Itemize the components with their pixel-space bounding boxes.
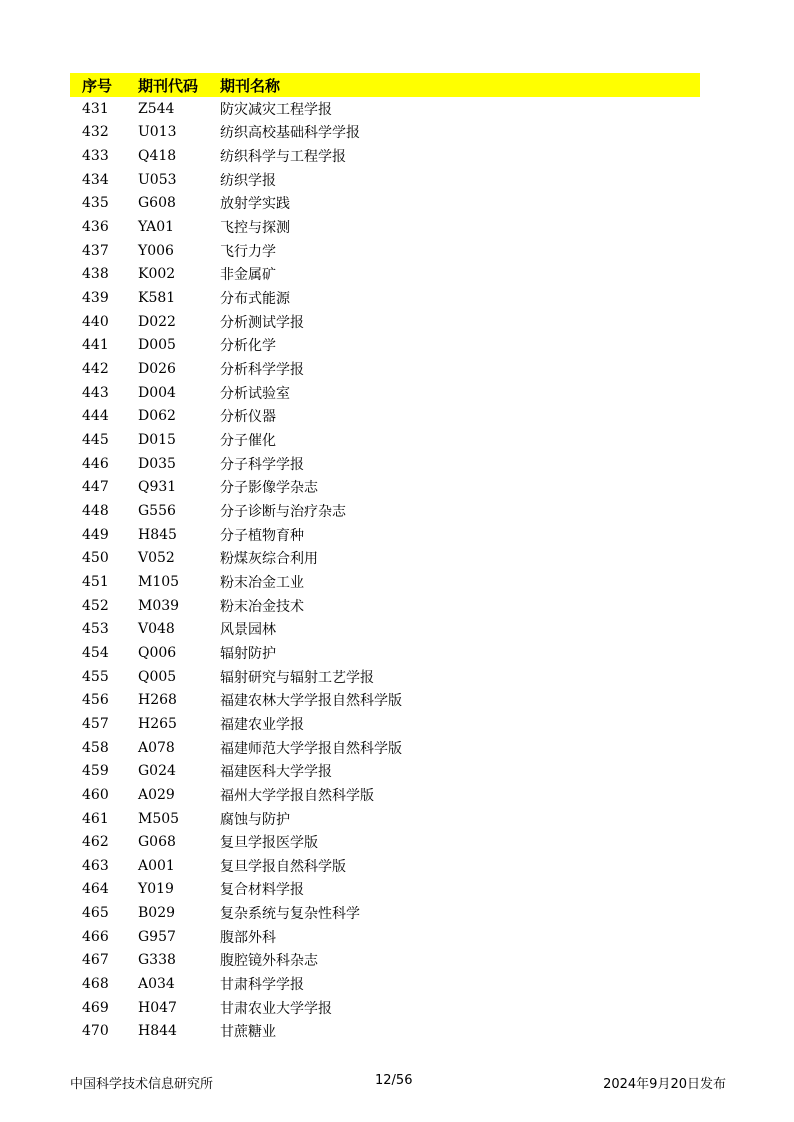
row-journal-code: G338 [138,952,176,969]
row-serial-number: 460 [82,786,109,803]
row-serial-number: 435 [82,195,109,212]
row-journal-name: 飞控与探测 [220,220,290,237]
row-journal-code: Y019 [138,881,174,898]
row-journal-code: G608 [138,195,176,212]
row-journal-code: G556 [138,502,176,519]
row-journal-code: Q006 [138,644,177,661]
row-journal-code: D026 [138,361,176,378]
row-journal-name: 复合材料学报 [220,882,304,899]
row-journal-code: H845 [138,526,177,543]
row-journal-name: 甘肃农业大学学报 [220,1000,332,1017]
row-serial-number: 468 [82,976,109,993]
table-row [70,357,700,381]
table-row [70,878,700,902]
row-journal-name: 分子催化 [220,433,276,450]
row-serial-number: 441 [82,337,109,354]
row-serial-number: 442 [82,361,109,378]
row-serial-number: 458 [82,739,109,756]
row-serial-number: 453 [82,621,109,638]
row-journal-name: 粉末冶金技术 [220,598,304,615]
row-journal-code: YA01 [138,219,175,236]
row-journal-code: M105 [138,573,180,590]
row-serial-number: 436 [82,219,109,236]
row-journal-code: Q005 [138,668,177,685]
row-serial-number: 467 [82,952,109,969]
table-row [70,925,700,949]
row-journal-name: 分子影像学杂志 [220,480,318,497]
table-body [70,97,700,1043]
table-row [70,736,700,760]
row-journal-code: M039 [138,597,180,614]
row-journal-code: B029 [138,905,176,922]
row-journal-code: G024 [138,763,176,780]
table-row [70,594,700,618]
table-row [70,830,700,854]
row-journal-name: 福建农业学报 [220,716,304,733]
table-row [70,807,700,831]
table-row [70,688,700,712]
header-serial-number: 序号 [82,76,113,95]
row-journal-name: 腹腔镜外科杂志 [220,953,318,970]
row-serial-number: 438 [82,266,109,283]
row-journal-name: 复旦学报医学版 [220,835,318,852]
table-row [70,263,700,287]
row-journal-name: 分子诊断与治疗杂志 [220,503,346,520]
row-journal-code: M505 [138,810,180,827]
row-journal-name: 复旦学报自然科学版 [220,858,346,875]
row-journal-code: D005 [138,337,176,354]
table-row [70,1020,700,1044]
table-row [70,215,700,239]
row-serial-number: 459 [82,763,109,780]
table-row [70,570,700,594]
table-row [70,499,700,523]
row-journal-code: Q418 [138,148,177,165]
row-journal-code: Z544 [138,100,175,117]
row-journal-code: U053 [138,171,177,188]
row-journal-name: 非金属矿 [220,267,276,284]
row-journal-code: D015 [138,432,176,449]
row-serial-number: 470 [82,1023,109,1040]
table-row [70,97,700,121]
row-serial-number: 433 [82,148,109,165]
row-journal-code: U013 [138,124,177,141]
row-serial-number: 465 [82,905,109,922]
table-row [70,144,700,168]
row-serial-number: 437 [82,242,109,259]
row-serial-number: 463 [82,857,109,874]
footer-date: 2024年9月20日发布 [603,1077,726,1092]
row-journal-name: 飞行力学 [220,243,276,260]
row-journal-name: 分子科学学报 [220,456,304,473]
table-row [70,783,700,807]
row-serial-number: 449 [82,526,109,543]
table-header [70,73,700,97]
row-journal-code: H844 [138,1023,177,1040]
row-journal-name: 分析化学 [220,338,276,355]
table-row [70,996,700,1020]
row-journal-name: 放射学实践 [220,196,290,213]
header-journal-code: 期刊代码 [138,76,199,95]
row-serial-number: 440 [82,313,109,330]
row-serial-number: 457 [82,715,109,732]
row-journal-name: 纺织学报 [220,172,276,189]
row-journal-name: 分子植物育种 [220,527,304,544]
table-row [70,121,700,145]
row-journal-code: V048 [138,621,175,638]
row-serial-number: 454 [82,644,109,661]
row-journal-name: 辐射研究与辐射工艺学报 [220,669,374,686]
row-serial-number: 448 [82,502,109,519]
row-serial-number: 447 [82,479,109,496]
table-row [70,452,700,476]
table-row [70,381,700,405]
row-serial-number: 466 [82,928,109,945]
row-journal-name: 复杂系统与复杂性科学 [220,906,360,923]
row-serial-number: 443 [82,384,109,401]
row-serial-number: 452 [82,597,109,614]
row-journal-code: D035 [138,455,176,472]
row-serial-number: 431 [82,100,109,117]
row-journal-name: 分析科学学报 [220,362,304,379]
row-journal-name: 甘肃科学学报 [220,977,304,994]
row-journal-code: G068 [138,834,176,851]
row-serial-number: 456 [82,692,109,709]
row-journal-code: D022 [138,313,176,330]
row-journal-code: V052 [138,550,175,567]
table-row [70,617,700,641]
table-row [70,239,700,263]
table-row [70,665,700,689]
row-journal-name: 辐射防护 [220,645,276,662]
row-journal-name: 分布式能源 [220,291,290,308]
row-serial-number: 469 [82,999,109,1016]
footer-page-number: 12/56 [375,1073,413,1088]
row-journal-code: Y006 [138,242,174,259]
row-journal-code: A001 [138,857,175,874]
row-serial-number: 444 [82,408,109,425]
table-row [70,523,700,547]
row-serial-number: 461 [82,810,109,827]
row-journal-name: 福建农林大学学报自然科学版 [220,693,402,710]
footer-publisher: 中国科学技术信息研究所 [70,1077,214,1092]
row-journal-name: 分析测试学报 [220,314,304,331]
table-row [70,310,700,334]
table-row [70,405,700,429]
row-serial-number: 450 [82,550,109,567]
table-row [70,972,700,996]
row-journal-name: 纺织科学与工程学报 [220,149,346,166]
row-journal-name: 分析试验室 [220,385,290,402]
table-row [70,854,700,878]
row-serial-number: 451 [82,573,109,590]
table-row [70,168,700,192]
row-journal-name: 甘蔗糖业 [220,1024,276,1041]
row-journal-name: 风景园林 [220,622,276,639]
row-serial-number: 462 [82,834,109,851]
table-row [70,641,700,665]
table-row [70,334,700,358]
table-row [70,546,700,570]
row-journal-name: 腹部外科 [220,929,276,946]
journal-table [70,73,700,1043]
row-journal-name: 腐蚀与防护 [220,811,290,828]
table-row [70,286,700,310]
row-serial-number: 432 [82,124,109,141]
table-row [70,712,700,736]
row-journal-code: H268 [138,692,177,709]
row-journal-name: 分析仪器 [220,409,276,426]
row-journal-name: 粉末冶金工业 [220,574,304,591]
row-journal-code: A029 [138,786,175,803]
header-journal-name: 期刊名称 [220,76,281,95]
row-journal-name: 纺织高校基础科学学报 [220,125,360,142]
row-journal-name: 防灾减灾工程学报 [220,101,332,118]
table-row [70,476,700,500]
table-row [70,192,700,216]
row-journal-code: D004 [138,384,176,401]
row-journal-name: 粉煤灰综合利用 [220,551,318,568]
row-serial-number: 439 [82,290,109,307]
table-row [70,901,700,925]
row-journal-code: H265 [138,715,177,732]
row-journal-code: A078 [138,739,175,756]
row-journal-name: 福建师范大学学报自然科学版 [220,740,402,757]
row-serial-number: 445 [82,432,109,449]
row-serial-number: 464 [82,881,109,898]
row-journal-code: Q931 [138,479,177,496]
row-journal-code: K581 [138,290,176,307]
table-row [70,428,700,452]
row-journal-code: A034 [138,976,175,993]
row-journal-name: 福建医科大学学报 [220,764,332,781]
row-serial-number: 434 [82,171,109,188]
row-serial-number: 455 [82,668,109,685]
row-journal-code: H047 [138,999,177,1016]
row-journal-code: G957 [138,928,176,945]
table-row [70,949,700,973]
row-journal-code: K002 [138,266,176,283]
row-journal-code: D062 [138,408,176,425]
row-journal-name: 福州大学学报自然科学版 [220,787,374,804]
table-row [70,759,700,783]
page-footer [70,1073,726,1093]
row-serial-number: 446 [82,455,109,472]
